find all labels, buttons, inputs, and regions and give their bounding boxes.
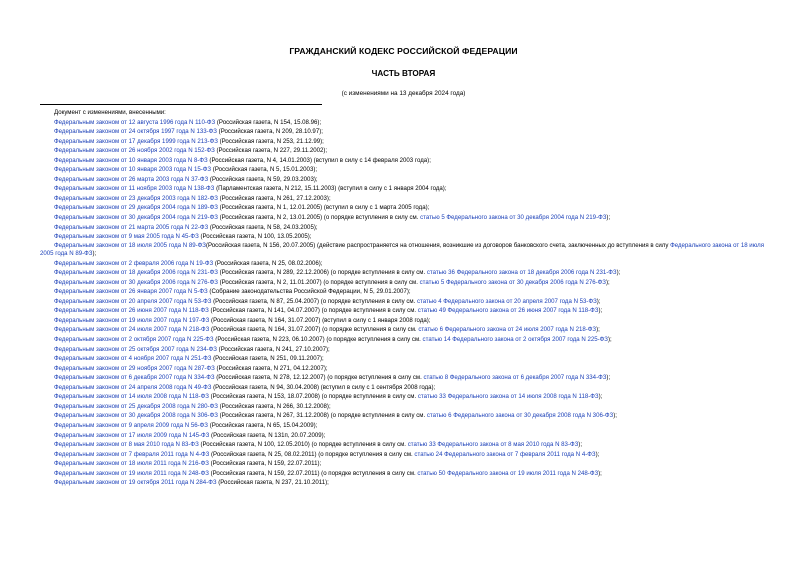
amendment-law-link[interactable]: Федеральным законом от 20 апреля 2007 года N 53-ФЗ: [54, 297, 212, 305]
amendment-item: [40, 268, 770, 278]
amendment-article-link[interactable]: статью 6 Федерального закона от 24 июля 2007 года N 218-ФЗ: [418, 326, 597, 334]
amendment-article-link[interactable]: статью 50 Федерального закона от 19 июля 2011 года N 248-ФЗ: [417, 469, 599, 477]
amendment-article-link[interactable]: статью 33 Федерального закона от 8 мая 2010 года N 83-ФЗ: [407, 441, 579, 449]
amendment-item: [40, 440, 770, 450]
amendment-item: [40, 364, 770, 374]
amendment-item: [40, 259, 770, 269]
document-title: ГРАЖДАНСКИЙ КОДЕКС РОССИЙСКОЙ ФЕДЕРАЦИИ: [289, 46, 518, 56]
amendment-law-link[interactable]: Федеральным законом от 19 июля 2011 года N 248-ФЗ: [54, 469, 209, 477]
amendment-trailing-text: );: [598, 307, 603, 315]
amendment-trailing-text: );: [596, 297, 601, 305]
amendment-law-link[interactable]: Федеральным законом от 18 июля 2005 года N 89-ФЗ: [54, 241, 206, 249]
amendment-source-text: (Российская газета, N 25, 08.02.2006);: [213, 259, 323, 267]
amendment-law-link[interactable]: Федеральным законом от 4 ноября 2007 года N 251-ФЗ: [54, 355, 212, 363]
amendment-law-link[interactable]: Федеральным законом от 25 декабря 2008 года N 280-ФЗ: [54, 402, 218, 410]
amendment-item: [40, 287, 770, 297]
amendment-trailing-text: );: [606, 374, 611, 382]
amendment-source-text: (Российская газета, N 65, 15.04.2009);: [208, 421, 318, 429]
amendment-source-text: (Российская газета, N 87, 25.04.2007) (о порядке вступления в силу см.: [211, 297, 417, 305]
amendment-law-link[interactable]: Федеральным законом от 10 января 2003 года N 15-ФЗ: [54, 166, 212, 174]
amendment-article-link[interactable]: статью 14 Федерального закона от 2 октября 2007 года N 225-ФЗ: [422, 336, 608, 344]
amendment-source-text: (Российская газета, N 289, 22.12.2006) (о порядке вступления в силу см.: [217, 269, 427, 277]
amendment-law-link[interactable]: Федеральным законом от 12 августа 1996 года N 110-ФЗ: [54, 118, 216, 126]
amendment-source-text: (Российская газета, N 164, 31.07.2007) (о порядке вступления в силу см.: [209, 326, 419, 334]
amendment-law-link[interactable]: Федеральным законом от 11 ноября 2003 года N 138-ФЗ: [54, 185, 215, 193]
amendment-article-link[interactable]: Федерального закона от 18 июля 2005 года N 89-ФЗ: [40, 241, 765, 258]
amendment-law-link[interactable]: Федеральным законом от 30 декабря 2006 года N 276-ФЗ: [54, 278, 218, 286]
amendment-item: [40, 223, 770, 233]
amendment-law-link[interactable]: Федеральным законом от 18 июля 2011 года N 216-ФЗ: [54, 460, 209, 468]
amendment-law-link[interactable]: Федеральным законом от 24 апреля 2008 года N 49-ФЗ: [54, 383, 212, 391]
amendment-item: [40, 137, 770, 147]
amendment-source-text: (Российская газета, N 237, 21.10.2011);: [216, 479, 329, 487]
amendment-article-link[interactable]: статью 5 Федерального закона от 30 декабря 2004 года N 219-ФЗ: [420, 214, 607, 222]
amendment-source-text: (Российская газета, N 241, 27.10.2007);: [216, 345, 330, 353]
amendments-list: [40, 108, 770, 488]
amendment-law-link[interactable]: Федеральным законом от 29 декабря 2004 года N 189-ФЗ: [54, 204, 218, 212]
amendment-item: [40, 297, 770, 307]
amendment-law-link[interactable]: Федеральным законом от 10 января 2003 года N 8-ФЗ: [54, 156, 208, 164]
amendment-item: [40, 316, 770, 326]
amendment-trailing-text: );: [613, 412, 617, 420]
amendment-law-link[interactable]: Федеральным законом от 26 июня 2007 года N 118-ФЗ: [54, 307, 209, 315]
amendment-source-text: (Российская газета, N 100, 12.05.2010) (о порядке вступления в силу см.: [198, 441, 408, 449]
amendment-item: [40, 165, 770, 175]
amendment-source-text: (Российская газета, N 2, 11.01.2007) (о порядке вступления в силу см.: [217, 278, 420, 286]
amendment-article-link[interactable]: статью 4 Федерального закона от 20 апреля 2007 года N 53-ФЗ: [416, 297, 597, 305]
amendment-source-text: (Российская газета, N 253, 21.12.99);: [217, 137, 324, 145]
amendment-trailing-text: );: [578, 441, 583, 449]
amendment-trailing-text: );: [595, 450, 600, 458]
amendment-law-link[interactable]: Федеральным законом от 9 апреля 2009 года N 56-ФЗ: [54, 421, 208, 429]
amendment-item: [40, 278, 770, 288]
amendment-article-link[interactable]: статью 6 Федерального закона от 30 декабря 2008 года N 306-ФЗ: [426, 412, 614, 420]
amendment-law-link[interactable]: Федеральным законом от 17 июля 2009 года N 145-ФЗ: [54, 431, 210, 439]
amendment-item: [40, 146, 770, 156]
amendment-law-link[interactable]: Федеральным законом от 18 декабря 2006 года N 231-ФЗ: [54, 269, 218, 277]
amendment-item: [40, 213, 770, 223]
amendment-law-link[interactable]: Федеральным законом от 19 октября 2011 года N 284-ФЗ: [54, 479, 217, 487]
amendment-source-text: (Российская газета, N 278, 12.12.2007) (о порядке вступления в силу см.: [214, 374, 424, 382]
amendment-item: [40, 175, 770, 185]
amendment-law-link[interactable]: Федеральным законом от 21 марта 2005 года N 22-ФЗ: [54, 223, 209, 231]
amendment-trailing-text: );: [607, 336, 612, 344]
amendment-item: [40, 354, 770, 364]
amendment-article-link[interactable]: статью 36 Федерального закона от 18 декабря 2006 года N 231-ФЗ: [426, 269, 617, 277]
amendment-source-text: (Российская газета, N 266, 30.12.2008);: [217, 402, 331, 410]
amendment-item: [40, 402, 770, 412]
amendment-law-link[interactable]: Федеральным законом от 19 июля 2007 года N 197-ФЗ: [54, 316, 210, 324]
amendment-article-link[interactable]: статью 33 Федерального закона от 14 июля 2008 года N 118-ФЗ: [417, 393, 599, 401]
amendment-source-text: (Российская газета, N 4, 14.01.2003) (вступил в силу с 14 февраля 2003 года);: [207, 156, 431, 164]
amendment-law-link[interactable]: Федеральным законом от 2 февраля 2006 года N 19-ФЗ: [54, 259, 214, 267]
amendment-law-link[interactable]: Федеральным законом от 26 ноября 2002 года N 152-ФЗ: [54, 147, 215, 155]
amendment-source-text: (Российская газета, N 59, 29.03.2003);: [208, 175, 318, 183]
amendment-source-text: (Российская газета, N 156, 20.07.2005) (действие распространяется на отношения, возникшие из договоров банковского счета, заключенных до вступления в силу: [205, 241, 671, 249]
amendment-article-link[interactable]: статью 49 Федерального закона от 26 июня 2007 года N 118-ФЗ: [417, 307, 599, 315]
amendment-item: [40, 127, 770, 137]
amendment-law-link[interactable]: Федеральным законом от 23 декабря 2003 года N 182-ФЗ: [54, 194, 218, 202]
amendment-law-link[interactable]: Федеральным законом от 30 декабря 2004 года N 219-ФЗ: [54, 214, 218, 222]
amendment-law-link[interactable]: Федеральным законом от 26 января 2007 года N 5-ФЗ: [54, 288, 208, 296]
amendment-item: [40, 421, 770, 431]
amendment-source-text: (Российская газета, N 58, 24.03.2005);: [208, 223, 318, 231]
amendment-trailing-text: );: [92, 250, 97, 258]
amendment-item: [40, 469, 770, 479]
amendment-article-link[interactable]: статью 8 Федерального закона от 6 декабря 2007 года N 334-ФЗ: [423, 374, 607, 382]
amendment-source-text: (Российская газета, N 271, 04.12.2007);: [214, 364, 328, 372]
amendment-source-text: (Российская газета, N 1, 12.01.2005) (вступил в силу с 1 марта 2005 года);: [217, 204, 430, 212]
amendment-law-link[interactable]: Федеральным законом от 30 декабря 2008 года N 306-ФЗ: [54, 412, 218, 420]
amendment-source-text: (Российская газета, N 261, 27.12.2003);: [217, 194, 331, 202]
amendment-item: [40, 383, 770, 393]
amendment-source-text: (Российская газета, N 153, 18.07.2008) (о порядке вступления в силу см.: [208, 393, 418, 401]
amendment-source-text: (Российская газета, N 267, 31.12.2008) (о порядке вступления в силу см.: [217, 412, 427, 420]
amendment-item: [40, 392, 770, 402]
amendment-law-link[interactable]: Федеральным законом от 9 мая 2005 года N 45-ФЗ: [54, 233, 199, 241]
amendment-item: [40, 373, 770, 383]
amendment-source-text: (Российская газета, N 131п, 20.07.2009);: [209, 431, 326, 439]
amendment-source-text: (Российская газета, N 100, 13.05.2005);: [198, 233, 312, 241]
amendment-item: [40, 306, 770, 316]
amendment-source-text: (Российская газета, N 227, 29.11.2002);: [214, 147, 328, 155]
amendment-source-text: (Парламентская газета, N 212, 15.11.2003) (вступил в силу с 1 января 2004 года);: [214, 185, 447, 193]
amendment-item: [40, 156, 770, 166]
amendment-item: [40, 203, 770, 213]
amendment-item: [40, 431, 770, 441]
amendment-item: [40, 450, 770, 460]
amendment-article-link[interactable]: статью 5 Федерального закона от 30 декабря 2006 года N 276-ФЗ: [419, 278, 606, 286]
header-divider: [40, 104, 322, 105]
amendment-law-link[interactable]: Федеральным законом от 17 декабря 1999 года N 213-ФЗ: [54, 137, 218, 145]
amendment-law-link[interactable]: Федеральным законом от 6 декабря 2007 года N 334-ФЗ: [54, 374, 215, 382]
amendment-item: [40, 325, 770, 335]
amendment-source-text: (Российская газета, N 223, 06.10.2007) (о порядке вступления в силу см.: [213, 336, 423, 344]
amendment-source-text: (Российская газета, N 164, 31.07.2007) (вступил в силу с 1 января 2008 года);: [209, 316, 431, 324]
amendment-source-text: (Российская газета, N 159, 22.07.2011) (о порядке вступления в силу см.: [208, 469, 418, 477]
document-part: ЧАСТЬ ВТОРАЯ: [371, 69, 436, 78]
amendment-law-link[interactable]: Федеральным законом от 7 февраля 2011 года N 4-ФЗ: [54, 450, 210, 458]
amendment-item: [40, 335, 770, 345]
amendment-item: [40, 184, 770, 194]
amendment-law-link[interactable]: Федеральным законом от 29 ноября 2007 года N 287-ФЗ: [54, 364, 215, 372]
amendment-law-link[interactable]: Федеральным законом от 26 марта 2003 года N 37-ФЗ: [54, 175, 209, 183]
amendment-source-text: (Российская газета, N 5, 15.01.2003);: [211, 166, 318, 174]
amendment-law-link[interactable]: Федеральным законом от 14 июля 2008 года N 118-ФЗ: [54, 393, 209, 401]
amendment-item: [40, 411, 770, 421]
amendment-source-text: (Российская газета, N 25, 08.02.2011) (о порядке вступления в силу см.: [209, 450, 415, 458]
amendment-item: [40, 194, 770, 204]
edition-note: (с изменениями на 13 декабря 2024 года): [341, 90, 466, 97]
amendment-law-link[interactable]: Федеральным законом от 24 октября 1997 года N 133-ФЗ: [54, 128, 217, 136]
amendment-item: [40, 232, 770, 242]
amendment-trailing-text: );: [598, 469, 602, 477]
amendment-law-link[interactable]: Федеральным законом от 8 мая 2010 года N 83-ФЗ: [54, 441, 199, 449]
amendment-source-text: (Российская газета, N 159, 22.07.2011);: [208, 460, 322, 468]
amendment-item: [40, 459, 770, 469]
amendment-source-text: (Российская газета, N 251, 09.11.2007);: [211, 355, 324, 363]
amendment-trailing-text: );: [596, 326, 600, 334]
amendment-source-text: (Российская газета, N 2, 13.01.2005) (о порядке вступления в силу см.: [217, 214, 421, 222]
amendment-source-text: (Российская газета, N 94, 30.04.2008) (вступил в силу с 1 сентября 2008 года);: [211, 383, 436, 391]
amendment-source-text: (Российская газета, N 141, 04.07.2007) (о порядке вступления в силу см.: [208, 307, 418, 315]
amendment-law-link[interactable]: Федеральным законом от 25 октября 2007 года N 234-ФЗ: [54, 345, 217, 353]
amendment-item: [40, 345, 770, 355]
amendments-heading: Документ с изменениями, внесенными:: [54, 109, 166, 116]
amendment-source-text: (Собрание законодательства Российской Федерации, N 5, 29.01.2007);: [207, 288, 411, 296]
amendment-article-link[interactable]: статью 24 Федерального закона от 7 февраля 2011 года N 4-ФЗ: [414, 450, 596, 458]
amendment-trailing-text: );: [606, 214, 611, 222]
amendment-law-link[interactable]: Федеральным законом от 2 октября 2007 года N 225-ФЗ: [54, 336, 214, 344]
amendment-trailing-text: );: [598, 393, 603, 401]
amendment-source-text: (Российская газета, N 154, 15.08.96);: [215, 118, 322, 126]
amendment-item: [40, 118, 770, 128]
amendment-source-text: (Российская газета, N 209, 28.10.97);: [216, 128, 323, 136]
amendment-trailing-text: );: [616, 269, 621, 277]
amendment-item: [40, 478, 770, 488]
amendment-law-link[interactable]: Федеральным законом от 24 июля 2007 года N 218-ФЗ: [54, 326, 210, 334]
amendment-item: [40, 242, 770, 259]
amendment-trailing-text: );: [605, 278, 610, 286]
